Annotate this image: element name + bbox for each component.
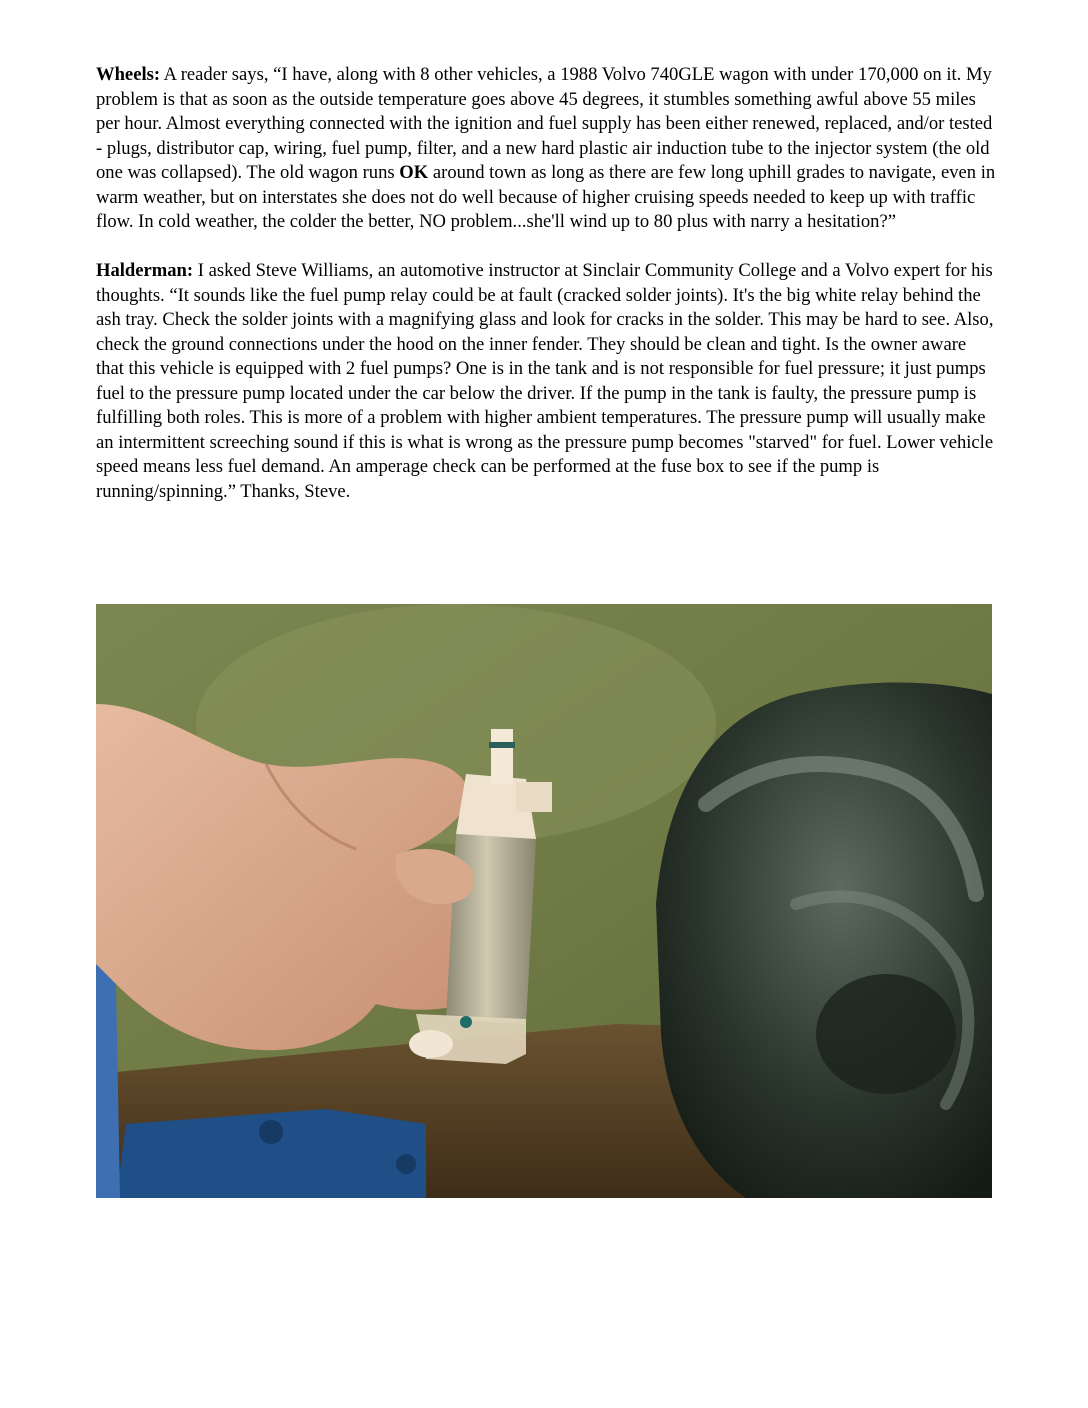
pump-connector	[516, 782, 552, 812]
halderman-label: Halderman:	[96, 260, 194, 281]
halderman-paragraph	[96, 259, 996, 504]
fuel-pump-photo-drawing	[96, 604, 992, 1198]
blue-fixture-bolt	[259, 1120, 283, 1144]
pump-outlet-nipple	[491, 729, 513, 784]
document-page	[96, 63, 996, 529]
halderman-text: I asked Steve Williams, an automotive instructor at Sinclair Community College and a Volvo expert for his thoughts. “It sounds like the fuel pump relay could be at fault (cracked solder joints). It's the big white relay behind the ash tray. Check the solder joints with a magnifying glass and look for cracks in the solder. This may be hard to see. Also, check the ground connections under the hood on the inner fender. They should be clean and tight. Is the owner aware that this vehicle is equipped with 2 fuel pumps? One is in the tank and is not responsible for fuel pressure; it just pumps fuel to the pressure pump located under the car below the driver. If the pump in the tank is faulty, the pressure pump is fulfilling both roles. This is more of a problem with higher ambient temperatures. The pressure pump will usually make an intermittent screeching sound if this is what is wrong as the pressure pump becomes "starved" for fuel. Lower vehicle speed means less fuel demand. An amperage check can be performed at the fuse box to see if the pump is running/spinning.” Thanks, Steve.	[96, 260, 994, 502]
pump-screw	[460, 1016, 472, 1028]
fuel-pump-photo	[96, 604, 992, 1198]
blue-fixture-bolt-2	[396, 1154, 416, 1174]
pump-oring	[489, 742, 515, 748]
wheels-paragraph	[96, 63, 996, 235]
wheels-text-part-1: A reader says, “I have, along with 8 other vehicles, a 1988 Volvo 740GLE wagon with under 170,000 on it. My problem is that as soon as the outside temperature goes above 45 degrees, it stumbles something awful above 55 miles per hour. Almost everything connected with the ignition and fuel supply has been either renewed, replaced, and/or tested - plugs, distributor cap, wiring, fuel pump, filter, and a new hard plastic air induction tube to the injector system (the old one was collapsed). The old wagon runs	[96, 64, 993, 183]
wheels-label: Wheels:	[96, 64, 161, 85]
wheels-text-part-2: around town as long as there are few long uphill grades to navigate, even in warm weather, but on interstates she does not do well because of higher cruising speeds needed to keep up with traffic flow. In cold weather, the colder the better, NO problem...she'll wind up to 80 plus with narry a hesitation?”	[96, 162, 996, 232]
wheels-text-ok: OK	[399, 162, 429, 183]
pump-inlet	[409, 1030, 453, 1058]
tank-shadow-bulge	[816, 974, 956, 1094]
